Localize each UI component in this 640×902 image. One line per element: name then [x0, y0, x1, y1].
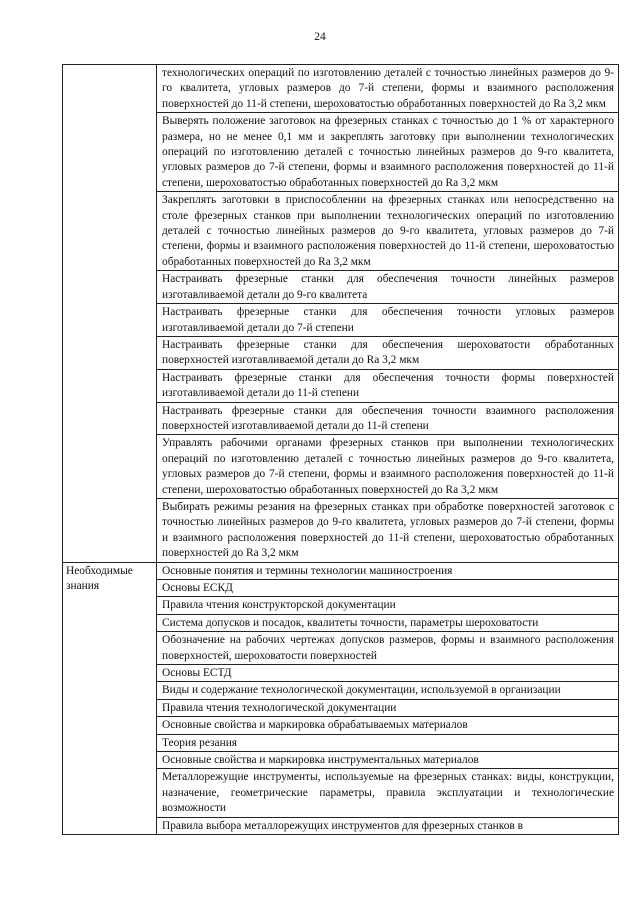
- table-cell: Правила чтения конструкторской документации: [157, 597, 619, 614]
- table-cell: Основные свойства и маркировка обрабатываемых материалов: [157, 717, 619, 734]
- section-label-knowledge: Необходимые знания: [63, 562, 157, 835]
- table-cell: Основы ЕСТД: [157, 665, 619, 682]
- table-cell: технологических операций по изготовлению деталей с точностью линейных размеров до 9-го квалитета, угловых размеров до 7-й степени, формы и взаимного расположения поверхностей до 11-й степени, шероховатостью обработанных поверхностей до Ra 3,2 мкм: [157, 65, 619, 113]
- table-cell: Правила выбора металлорежущих инструментов для фрезерных станков в: [157, 817, 619, 834]
- table-row: [63, 562, 619, 579]
- table-cell: Правила чтения технологической документации: [157, 699, 619, 716]
- page-number: 24: [314, 31, 326, 43]
- table-cell: Настраивать фрезерные станки для обеспечения точности линейных размеров изготавливаемой детали до 9-го квалитета: [157, 271, 619, 304]
- table-cell: Основные понятия и термины технологии машиностроения: [157, 562, 619, 579]
- table-cell: Управлять рабочими органами фрезерных станков при выполнении технологических операций по изготовлению деталей с точностью линейных размеров до 9-го квалитета, угловых размеров до 7-й степени, формы и взаимного расположения поверхностей до 11-й степени, шероховатостью обработанных поверхностей до Ra 3,2 мкм: [157, 435, 619, 499]
- table-cell: Настраивать фрезерные станки для обеспечения точности угловых размеров изготавливаемой детали до 7-й степени: [157, 304, 619, 337]
- table-cell: Выбирать режимы резания на фрезерных станках при обработке поверхностей заготовок с точностью линейных размеров до 9-го квалитета, угловых размеров до 7-й степени, формы и взаимного расположения поверхностей до 11-й степени, шероховатостью обработанных поверхностей до Ra 3,2 мкм: [157, 498, 619, 562]
- table-cell: Теория резания: [157, 734, 619, 751]
- table-cell: Закреплять заготовки в приспособлении на фрезерных станках или непосредственно на столе фрезерных станков при выполнении технологических операций по изготовлению деталей с точностью линейных размеров до 9-го квалитета, угловых размеров до 7-й степени, формы и взаимного расположения поверхностей до 11-й степени, шероховатостью обработанных поверхностей до Ra 3,2 мкм: [157, 192, 619, 271]
- table-cell: Основные свойства и маркировка инструментальных материалов: [157, 752, 619, 769]
- table-cell: Обозначение на рабочих чертежах допусков размеров, формы и взаимного расположения поверхностей, шероховатости поверхностей: [157, 632, 619, 665]
- table-cell: Металлорежущие инструменты, используемые на фрезерных станках: виды, конструкции, назначение, геометрические параметры, правила эксплуатации и технологические возможности: [157, 769, 619, 817]
- section-label-skills: [63, 65, 157, 563]
- table-cell: Виды и содержание технологической документации, используемой в организации: [157, 682, 619, 699]
- table-cell: Настраивать фрезерные станки для обеспечения точности формы поверхностей изготавливаемой детали до 11-й степени: [157, 369, 619, 402]
- table-cell: Система допусков и посадок, квалитеты точности, параметры шероховатости: [157, 614, 619, 631]
- table-row: [63, 65, 619, 113]
- requirements-table: [62, 64, 619, 835]
- table-cell: Основы ЕСКД: [157, 580, 619, 597]
- table-cell: Выверять положение заготовок на фрезерных станках с точностью до 1 % от характерного размера, но не менее 0,1 мм и закреплять заготовку при выполнении технологических операций по изготовлению деталей с точностью линейных размеров до 9-го квалитета, угловых размеров до 7-й степени, формы и взаимного расположения поверхностей до 11-й степени, шероховатостью обработанных поверхностей до Ra 3,2 мкм: [157, 113, 619, 192]
- table-cell: Настраивать фрезерные станки для обеспечения точности взаимного расположения поверхностей изготавливаемой детали до 11-й степени: [157, 402, 619, 435]
- table-cell: Настраивать фрезерные станки для обеспечения шероховатости обработанных поверхностей изготавливаемой детали до Ra 3,2 мкм: [157, 336, 619, 369]
